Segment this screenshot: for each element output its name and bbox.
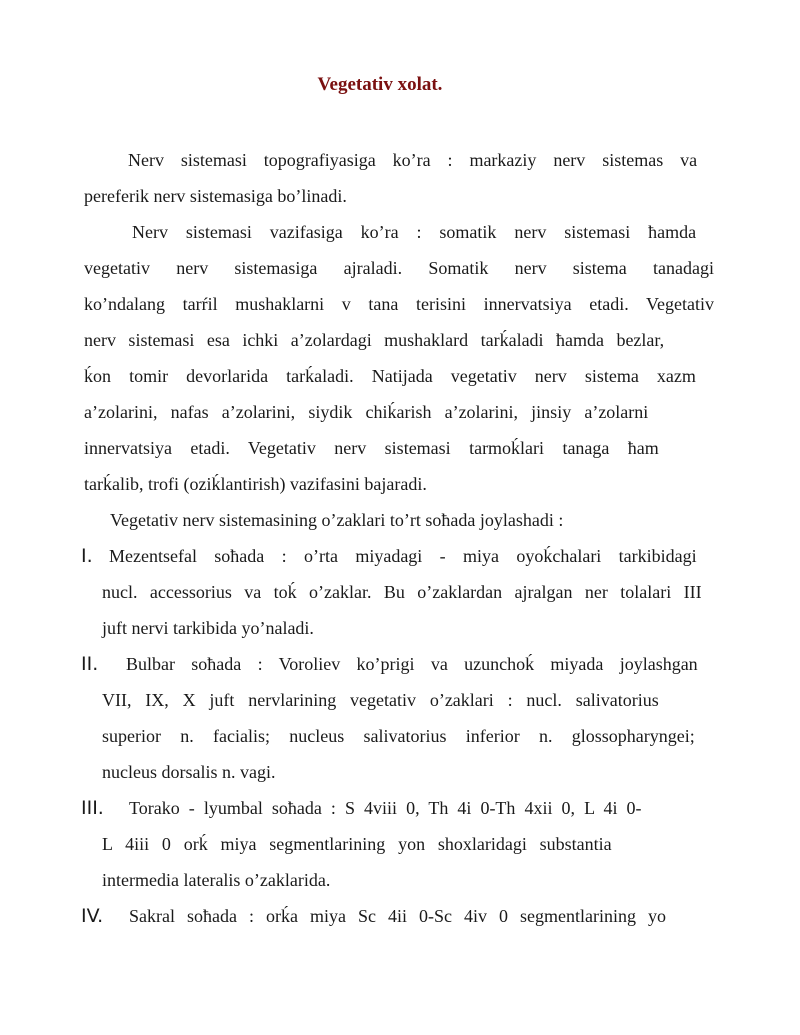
body-line: innervatsiya etadi. Vegetativ nerv sistemasi tarmoḱlari tanaga ħam bbox=[84, 438, 659, 458]
document-title: Vegetativ xolat. bbox=[317, 74, 443, 95]
list-item-line: superior n. facialis; nucleus salivatorius inferior n. glossopharyngei; bbox=[102, 726, 695, 746]
body-line: ko’ndalang tarŕil mushaklarni v tana terisini innervatsiya etadi. Vegetativ bbox=[84, 294, 714, 314]
list-item-text: Mezentsefal soħada : o’rta miyadagi - miya oyoḱchalari tarkibidagi bbox=[109, 546, 697, 566]
body-line: a’zolarini, nafas a’zolarini, siydik chiḱarish a’zolarini, jinsiy a’zolarni bbox=[84, 402, 649, 422]
document-body bbox=[81, 142, 714, 934]
list-item-text: Bulbar soħada : Voroliev ko’prigi va uzunchoḱ miyada joylashgan bbox=[126, 654, 698, 674]
list-item-line: VII, IX, X juft nervlarining vegetativ o’zaklari : nucl. salivatorius bbox=[102, 690, 659, 710]
list-item-number: I. bbox=[81, 545, 93, 567]
list-item bbox=[81, 538, 714, 646]
body-line: nerv sistemasi esa ichki a’zolardagi mushaklard tarḱaladi ħamda bezlar, bbox=[84, 330, 665, 350]
body-line: Nerv sistemasi vazifasiga ko’ra : somatik nerv sistemasi ħamda bbox=[132, 222, 697, 242]
list-item-line: juft nervi tarkibida yo’naladi. bbox=[102, 618, 314, 638]
body-line: Nerv sistemasi topografiyasiga ko’ra : markaziy nerv sistemas va bbox=[128, 150, 698, 170]
list-item bbox=[81, 790, 714, 898]
list-item-number: IV. bbox=[81, 905, 104, 927]
list-item-line bbox=[81, 538, 714, 574]
list-item-line bbox=[81, 898, 714, 934]
list-item-line: nucleus dorsalis n. vagi. bbox=[102, 762, 276, 782]
list-item-line: L 4iii 0 orḱ miya segmentlarining yon shoxlaridagi substantia bbox=[102, 834, 612, 854]
body-line: pereferik nerv sistemasiga bo’linadi. bbox=[84, 186, 347, 206]
body-line: vegetativ nerv sistemasiga ajraladi. Somatik nerv sistema tanadagi bbox=[84, 258, 714, 278]
body-line: Vegetativ nerv sistemasining o’zaklari to’rt soħada joylashadi : bbox=[110, 510, 564, 530]
list-item-text: Torako - lyumbal soħada : S 4viii 0, Th 4i 0-Th 4xii 0, L 4i 0- bbox=[129, 798, 642, 818]
body-line: tarḱalib, trofi (oziḱlantirish) vazifasini bajaradi. bbox=[84, 474, 427, 494]
list-item bbox=[81, 898, 714, 934]
body-line: ḱon tomir devorlarida tarḱaladi. Natijada vegetativ nerv sistema xazm bbox=[84, 366, 696, 386]
list-item bbox=[81, 646, 714, 790]
list-item-number: III. bbox=[81, 797, 104, 819]
list-item-line bbox=[81, 790, 714, 826]
list-item-text: Sakral soħada : orḱa miya Sc 4ii 0-Sc 4iv 0 segmentlarining yo bbox=[129, 906, 666, 926]
list-item-number: II. bbox=[81, 653, 99, 675]
list-item-line: intermedia lateralis o’zaklarida. bbox=[102, 870, 331, 890]
list-item-line: nucl. accessorius va toḱ o’zaklar. Bu o’zaklardan ajralgan ner tolalari III bbox=[102, 582, 702, 602]
list-item-line bbox=[81, 646, 714, 682]
